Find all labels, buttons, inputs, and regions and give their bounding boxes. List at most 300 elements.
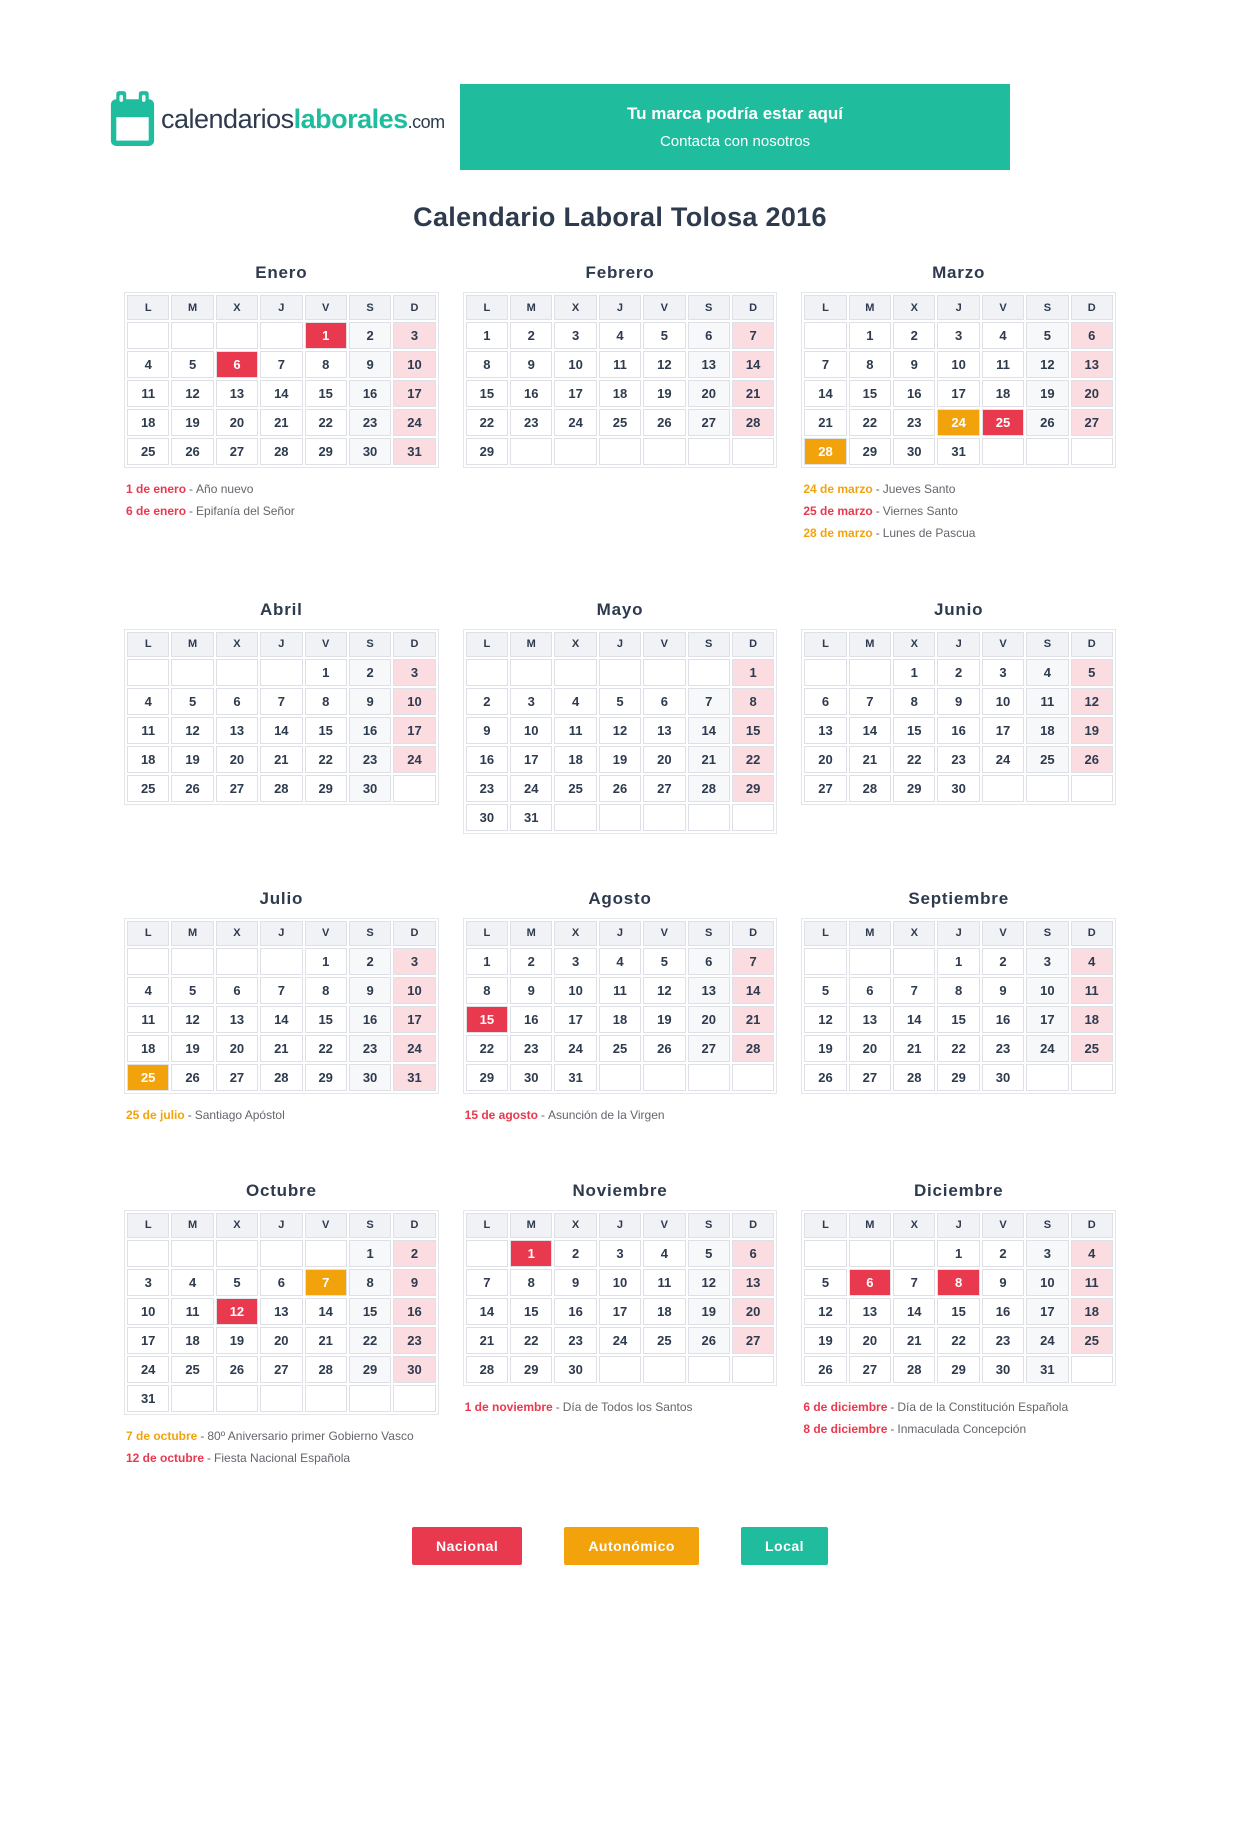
day-cell: 16 <box>349 1006 391 1033</box>
weekday-header: X <box>893 1213 935 1238</box>
ad-headline: Tu marca podría estar aquí <box>626 104 844 123</box>
empty-cell <box>732 438 774 465</box>
note-date: 25 de julio <box>126 1107 185 1122</box>
note-text: Asunción de la Virgen <box>548 1107 665 1122</box>
day-cell: 19 <box>804 1327 846 1354</box>
day-cell: 28 <box>688 775 730 802</box>
weekday-header: L <box>466 921 508 946</box>
weekday-header: D <box>732 295 774 320</box>
day-cell: 10 <box>127 1298 169 1325</box>
month-title: Mayo <box>596 599 644 619</box>
day-cell: 30 <box>982 1064 1024 1091</box>
note-text: 80º Aniversario primer Gobierno Vasco <box>207 1428 414 1443</box>
empty-cell <box>688 1356 730 1383</box>
day-cell: 5 <box>643 322 685 349</box>
day-cell: 7 <box>893 1269 935 1296</box>
day-cell: 3 <box>554 948 596 975</box>
month-table <box>124 629 439 805</box>
day-cell: 11 <box>127 717 169 744</box>
note-date: 12 de octubre <box>126 1450 205 1465</box>
month-title: Octubre <box>245 1180 317 1200</box>
day-cell: 7 <box>849 688 891 715</box>
day-cell: 27 <box>849 1064 891 1091</box>
weekday-header: M <box>510 921 552 946</box>
header <box>0 84 1240 170</box>
day-cell: 1 <box>510 1240 552 1267</box>
day-cell: 16 <box>393 1298 435 1325</box>
day-cell: 1 <box>466 322 508 349</box>
day-cell: 27 <box>849 1356 891 1383</box>
empty-cell <box>171 1385 213 1412</box>
day-cell: 29 <box>305 1064 347 1091</box>
day-cell: 5 <box>804 977 846 1004</box>
day-cell: 9 <box>893 351 935 378</box>
day-cell: 25 <box>599 1035 641 1062</box>
empty-cell <box>849 948 891 975</box>
day-cell: 10 <box>510 717 552 744</box>
day-cell: 27 <box>643 775 685 802</box>
site-logo-link[interactable] <box>110 90 445 148</box>
day-cell: 6 <box>216 977 258 1004</box>
day-cell: 21 <box>688 746 730 773</box>
empty-cell <box>466 1240 508 1267</box>
empty-cell <box>393 775 435 802</box>
day-cell: 27 <box>216 1064 258 1091</box>
day-cell: 12 <box>599 717 641 744</box>
day-cell: 24 <box>554 409 596 436</box>
day-cell: 6 <box>732 1240 774 1267</box>
holiday-note <box>803 1418 1116 1440</box>
day-cell: 8 <box>937 977 979 1004</box>
day-cell: 22 <box>349 1327 391 1354</box>
day-cell: 17 <box>127 1327 169 1354</box>
empty-cell <box>643 1064 685 1091</box>
note-text: Día de Todos los Santos <box>562 1399 693 1414</box>
day-cell: 26 <box>1026 409 1068 436</box>
day-cell: 24 <box>393 1035 435 1062</box>
day-cell: 6 <box>849 1269 891 1296</box>
day-cell: 21 <box>804 409 846 436</box>
weekday-header: X <box>554 295 596 320</box>
day-cell: 4 <box>1071 1240 1113 1267</box>
day-cell: 22 <box>305 746 347 773</box>
day-cell: 24 <box>1026 1327 1068 1354</box>
empty-cell <box>849 659 891 686</box>
day-cell: 31 <box>393 438 435 465</box>
day-cell: 16 <box>937 717 979 744</box>
weekday-header: V <box>305 295 347 320</box>
day-cell: 23 <box>937 746 979 773</box>
day-cell: 9 <box>349 688 391 715</box>
day-cell: 11 <box>982 351 1024 378</box>
day-cell: 31 <box>937 438 979 465</box>
calendar-logo-icon <box>110 90 155 148</box>
day-cell: 17 <box>554 1006 596 1033</box>
day-cell: 13 <box>216 717 258 744</box>
weekday-header: X <box>554 921 596 946</box>
day-cell: 14 <box>305 1298 347 1325</box>
empty-cell <box>305 1385 347 1412</box>
day-cell: 1 <box>849 322 891 349</box>
day-cell: 10 <box>1026 977 1068 1004</box>
day-cell: 19 <box>643 380 685 407</box>
day-cell: 6 <box>688 322 730 349</box>
day-cell: 8 <box>510 1269 552 1296</box>
day-cell: 7 <box>688 688 730 715</box>
day-cell: 22 <box>305 409 347 436</box>
legend-button-nacional[interactable]: Nacional <box>412 1527 522 1565</box>
day-cell: 8 <box>893 688 935 715</box>
empty-cell <box>127 659 169 686</box>
note-text: Fiesta Nacional Española <box>214 1450 351 1465</box>
day-cell: 25 <box>982 409 1024 436</box>
month-diciembre <box>801 1181 1116 1440</box>
day-cell: 10 <box>393 688 435 715</box>
day-cell: 17 <box>1026 1006 1068 1033</box>
day-cell: 25 <box>127 438 169 465</box>
holiday-note <box>126 500 439 522</box>
day-cell: 15 <box>510 1298 552 1325</box>
day-cell: 14 <box>732 977 774 1004</box>
day-cell: 13 <box>688 977 730 1004</box>
day-cell: 3 <box>510 688 552 715</box>
day-cell: 17 <box>393 717 435 744</box>
month-marzo <box>801 263 1116 545</box>
day-cell: 8 <box>849 351 891 378</box>
day-cell: 18 <box>599 1006 641 1033</box>
day-cell: 20 <box>260 1327 302 1354</box>
day-cell: 20 <box>688 1006 730 1033</box>
empty-cell <box>1026 1064 1068 1091</box>
day-cell: 13 <box>643 717 685 744</box>
note-text: Lunes de Pascua <box>882 526 976 541</box>
weekday-header: S <box>688 295 730 320</box>
day-cell: 27 <box>688 1035 730 1062</box>
weekday-header: V <box>305 1213 347 1238</box>
note-separator: - <box>207 1450 212 1465</box>
empty-cell <box>643 659 685 686</box>
day-cell: 28 <box>260 775 302 802</box>
note-text: Jueves Santo <box>882 482 956 496</box>
weekday-header: M <box>510 1213 552 1238</box>
weekday-header: D <box>393 921 435 946</box>
day-cell: 10 <box>393 977 435 1004</box>
day-cell: 7 <box>466 1269 508 1296</box>
day-cell: 5 <box>171 977 213 1004</box>
weekday-header: J <box>599 632 641 657</box>
day-cell: 15 <box>466 1006 508 1033</box>
day-cell: 7 <box>260 351 302 378</box>
day-cell: 21 <box>849 746 891 773</box>
month-junio <box>801 600 1116 805</box>
day-cell: 2 <box>554 1240 596 1267</box>
day-cell: 21 <box>260 746 302 773</box>
day-cell: 25 <box>1026 746 1068 773</box>
empty-cell <box>260 322 302 349</box>
day-cell: 3 <box>127 1269 169 1296</box>
ad-banner[interactable] <box>460 84 1010 170</box>
weekday-header: J <box>937 632 979 657</box>
holiday-note <box>803 500 1116 522</box>
note-separator: - <box>890 1399 895 1414</box>
day-cell: 1 <box>466 948 508 975</box>
day-cell: 5 <box>171 688 213 715</box>
day-cell: 13 <box>732 1269 774 1296</box>
month-table <box>463 629 778 834</box>
day-cell: 19 <box>171 1035 213 1062</box>
day-cell: 30 <box>982 1356 1024 1383</box>
legend <box>0 1527 1240 1565</box>
day-cell: 16 <box>510 380 552 407</box>
day-cell: 20 <box>216 409 258 436</box>
month-title: Febrero <box>585 263 655 282</box>
day-cell: 2 <box>349 948 391 975</box>
day-cell: 26 <box>1071 746 1113 773</box>
day-cell: 14 <box>849 717 891 744</box>
month-table <box>801 292 1116 468</box>
day-cell: 18 <box>1071 1298 1113 1325</box>
day-cell: 27 <box>804 775 846 802</box>
day-cell: 26 <box>171 1064 213 1091</box>
day-cell: 25 <box>171 1356 213 1383</box>
month-title: Junio <box>933 599 984 619</box>
day-cell: 29 <box>893 775 935 802</box>
empty-cell <box>804 322 846 349</box>
day-cell: 28 <box>260 1064 302 1091</box>
weekday-header: M <box>171 1213 213 1238</box>
day-cell: 18 <box>982 380 1024 407</box>
day-cell: 23 <box>982 1327 1024 1354</box>
legend-button-autonomico[interactable]: Autonómico <box>564 1527 699 1565</box>
day-cell: 27 <box>1071 409 1113 436</box>
day-cell: 20 <box>732 1298 774 1325</box>
weekday-header: D <box>732 632 774 657</box>
note-date: 6 de diciembre <box>803 1399 888 1414</box>
weekday-header: X <box>893 295 935 320</box>
day-cell: 12 <box>171 717 213 744</box>
day-cell: 17 <box>937 380 979 407</box>
day-cell: 24 <box>554 1035 596 1062</box>
note-text: Santiago Apóstol <box>194 1107 285 1122</box>
month-table <box>124 292 439 468</box>
day-cell: 24 <box>937 409 979 436</box>
month-title: Agosto <box>588 888 652 908</box>
month-agosto <box>463 889 778 1126</box>
day-cell: 19 <box>216 1327 258 1354</box>
day-cell: 20 <box>1071 380 1113 407</box>
month-table <box>463 1210 778 1386</box>
month-febrero <box>463 263 778 468</box>
empty-cell <box>1071 438 1113 465</box>
note-date: 8 de diciembre <box>803 1421 888 1436</box>
month-notes <box>801 478 1116 545</box>
day-cell: 1 <box>305 322 347 349</box>
day-cell: 10 <box>982 688 1024 715</box>
page <box>0 84 1240 1565</box>
empty-cell <box>216 1385 258 1412</box>
day-cell: 16 <box>893 380 935 407</box>
day-cell: 18 <box>171 1327 213 1354</box>
day-cell: 23 <box>349 746 391 773</box>
day-cell: 15 <box>937 1006 979 1033</box>
empty-cell <box>466 659 508 686</box>
day-cell: 29 <box>305 775 347 802</box>
weekday-header: J <box>937 1213 979 1238</box>
day-cell: 19 <box>1071 717 1113 744</box>
day-cell: 3 <box>393 659 435 686</box>
day-cell: 17 <box>554 380 596 407</box>
day-cell: 3 <box>1026 948 1068 975</box>
day-cell: 8 <box>305 977 347 1004</box>
day-cell: 12 <box>804 1298 846 1325</box>
day-cell: 12 <box>171 1006 213 1033</box>
empty-cell <box>216 1240 258 1267</box>
legend-button-local[interactable]: Local <box>741 1527 828 1565</box>
day-cell: 7 <box>732 322 774 349</box>
day-cell: 22 <box>466 409 508 436</box>
empty-cell <box>127 948 169 975</box>
day-cell: 7 <box>804 351 846 378</box>
note-separator: - <box>200 1428 205 1443</box>
day-cell: 22 <box>937 1327 979 1354</box>
empty-cell <box>599 1064 641 1091</box>
day-cell: 2 <box>510 322 552 349</box>
empty-cell <box>688 804 730 831</box>
weekday-header: M <box>171 921 213 946</box>
day-cell: 12 <box>643 977 685 1004</box>
day-cell: 9 <box>937 688 979 715</box>
weekday-header: L <box>804 295 846 320</box>
day-cell: 23 <box>554 1327 596 1354</box>
day-cell: 27 <box>216 438 258 465</box>
weekday-header: X <box>216 1213 258 1238</box>
day-cell: 13 <box>216 1006 258 1033</box>
month-table <box>801 629 1116 805</box>
weekday-header: J <box>260 632 302 657</box>
month-notes <box>124 478 439 522</box>
empty-cell <box>171 659 213 686</box>
empty-cell <box>982 438 1024 465</box>
month-notes <box>463 1396 778 1418</box>
day-cell: 4 <box>171 1269 213 1296</box>
day-cell: 2 <box>982 1240 1024 1267</box>
day-cell: 5 <box>1071 659 1113 686</box>
weekday-header: V <box>643 921 685 946</box>
note-text: Día de la Constitución Española <box>897 1399 1069 1414</box>
month-table <box>801 918 1116 1094</box>
holiday-note <box>126 1447 439 1469</box>
day-cell: 2 <box>982 948 1024 975</box>
holiday-note <box>126 1425 439 1447</box>
day-cell: 7 <box>260 977 302 1004</box>
day-cell: 26 <box>216 1356 258 1383</box>
empty-cell <box>599 659 641 686</box>
day-cell: 21 <box>732 380 774 407</box>
weekday-header: D <box>1071 921 1113 946</box>
day-cell: 28 <box>732 409 774 436</box>
day-cell: 20 <box>216 1035 258 1062</box>
empty-cell <box>599 804 641 831</box>
day-cell: 6 <box>216 688 258 715</box>
weekday-header: L <box>127 632 169 657</box>
month-enero <box>124 263 439 522</box>
note-text: Epifanía del Señor <box>196 504 295 519</box>
day-cell: 3 <box>393 322 435 349</box>
day-cell: 12 <box>1071 688 1113 715</box>
weekday-header: J <box>260 1213 302 1238</box>
weekday-header: D <box>732 921 774 946</box>
day-cell: 29 <box>305 438 347 465</box>
day-cell: 17 <box>982 717 1024 744</box>
day-cell: 20 <box>804 746 846 773</box>
holiday-note <box>126 1104 439 1126</box>
note-separator: - <box>555 1399 560 1414</box>
day-cell: 15 <box>305 717 347 744</box>
weekday-header: X <box>216 295 258 320</box>
note-date: 1 de noviembre <box>464 1399 553 1414</box>
weekday-header: X <box>893 632 935 657</box>
day-cell: 28 <box>893 1356 935 1383</box>
weekday-header: V <box>982 1213 1024 1238</box>
weekday-header: V <box>982 921 1024 946</box>
day-cell: 1 <box>349 1240 391 1267</box>
day-cell: 12 <box>171 380 213 407</box>
day-cell: 30 <box>349 775 391 802</box>
day-cell: 21 <box>260 1035 302 1062</box>
day-cell: 4 <box>127 977 169 1004</box>
day-cell: 5 <box>171 351 213 378</box>
note-date: 6 de enero <box>126 504 187 519</box>
day-cell: 20 <box>849 1035 891 1062</box>
weekday-header: M <box>171 632 213 657</box>
weekday-header: V <box>982 632 1024 657</box>
weekday-header: X <box>893 921 935 946</box>
day-cell: 30 <box>349 438 391 465</box>
day-cell: 10 <box>1026 1269 1068 1296</box>
empty-cell <box>171 1240 213 1267</box>
day-cell: 3 <box>982 659 1024 686</box>
day-cell: 18 <box>127 1035 169 1062</box>
weekday-header: L <box>466 1213 508 1238</box>
day-cell: 9 <box>466 717 508 744</box>
weekday-header: M <box>510 295 552 320</box>
month-notes <box>801 1396 1116 1440</box>
weekday-header: V <box>305 632 347 657</box>
day-cell: 26 <box>171 775 213 802</box>
day-cell: 29 <box>349 1356 391 1383</box>
day-cell: 13 <box>1071 351 1113 378</box>
day-cell: 8 <box>937 1269 979 1296</box>
weekday-header: X <box>216 632 258 657</box>
ad-contact-link[interactable]: Contacta con nosotros <box>659 133 811 150</box>
weekday-header: L <box>804 1213 846 1238</box>
day-cell: 21 <box>893 1035 935 1062</box>
weekday-header: V <box>643 1213 685 1238</box>
weekday-header: S <box>1026 295 1068 320</box>
empty-cell <box>260 948 302 975</box>
note-separator: - <box>189 482 194 496</box>
weekday-header: M <box>510 632 552 657</box>
day-cell: 2 <box>510 948 552 975</box>
empty-cell <box>643 804 685 831</box>
day-cell: 4 <box>643 1240 685 1267</box>
day-cell: 1 <box>937 1240 979 1267</box>
day-cell: 26 <box>599 775 641 802</box>
note-separator: - <box>890 1421 895 1436</box>
day-cell: 20 <box>216 746 258 773</box>
day-cell: 26 <box>171 438 213 465</box>
day-cell: 1 <box>305 948 347 975</box>
